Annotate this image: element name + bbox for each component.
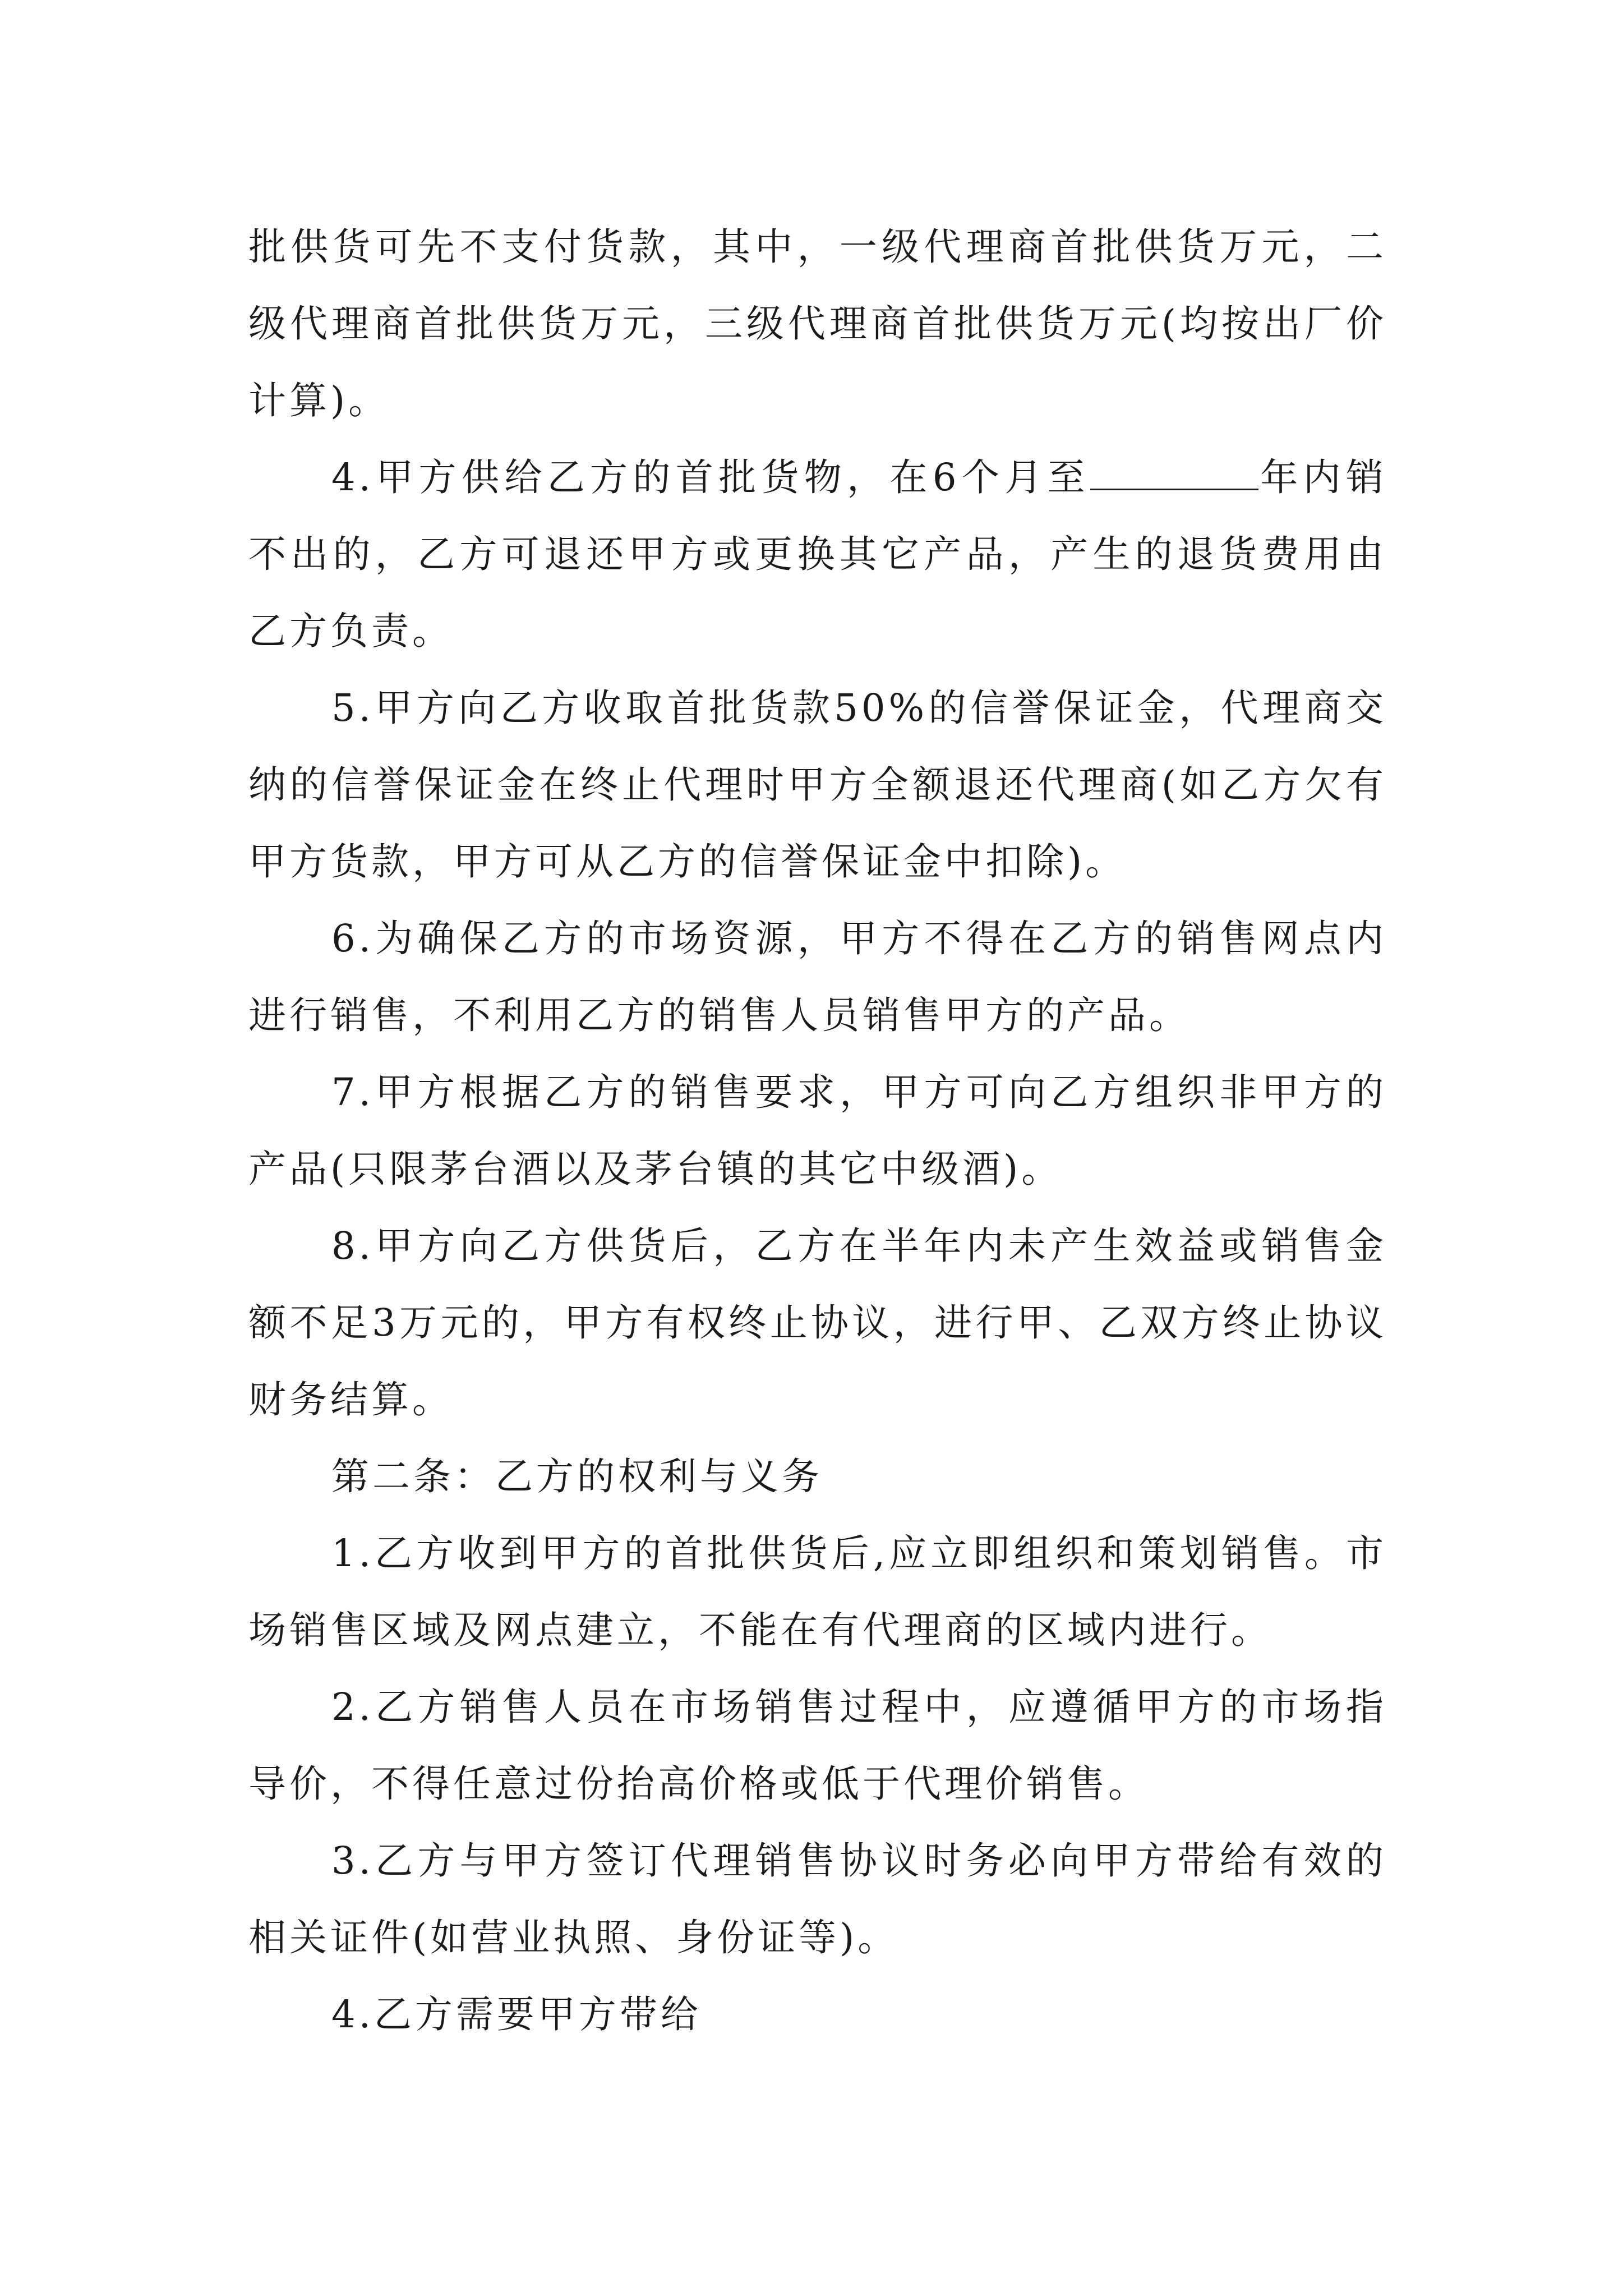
paragraph-b-item-2: 2.乙方销售人员在市场销售过程中，应遵循甲方的市场指导价，不得任意过份抬高价格或低于代理价销售。 [248, 1685, 1387, 1806]
paragraph-b-item-1: 1.乙方收到甲方的首批供货后,应立即组织和策划销售。市场销售区域及网点建立，不能在有代理商的区域内进行。 [248, 1531, 1387, 1652]
paragraph-item-4-after-blank: 年内销不出的，乙方可退还甲方或更换其它产品，产生的退货费用由乙方负责。 [248, 455, 1387, 653]
document-body [248, 209, 1387, 2053]
fill-in-blank [1090, 449, 1258, 490]
paragraph-b-item-4: 4.乙方需要甲方带给 [331, 1993, 702, 2036]
article-2-heading: 第二条：乙方的权利与义务 [331, 1455, 823, 1498]
paragraph-continued: 批供货可先不支付货款，其中，一级代理商首批供货万元，二级代理商首批供货万元，三级代理商首批供货万元(均按出厂价计算)。 [248, 225, 1387, 422]
paragraph-b-item-3: 3.乙方与甲方签订代理销售协议时务必向甲方带给有效的相关证件(如营业执照、身份证等)。 [248, 1839, 1387, 1959]
paragraph-item-7: 7.甲方根据乙方的销售要求，甲方可向乙方组织非甲方的产品(只限茅台酒以及茅台镇的其它中级酒)。 [248, 1070, 1387, 1191]
paragraph-item-4-before-blank: 4.甲方供给乙方的首批货物，在6个月至 [331, 455, 1090, 499]
paragraph-item-4 [248, 439, 1387, 670]
paragraph-item-8: 8.甲方向乙方供货后，乙方在半年内未产生效益或销售金额不足3万元的，甲方有权终止协议，进行甲、乙双方终止协议财务结算。 [248, 1224, 1387, 1421]
paragraph-item-6: 6.为确保乙方的市场资源，甲方不得在乙方的销售网点内进行销售，不利用乙方的销售人员销售甲方的产品。 [248, 917, 1387, 1037]
paragraph-item-5: 5.甲方向乙方收取首批货款50%的信誉保证金，代理商交纳的信誉保证金在终止代理时甲方全额退还代理商(如乙方欠有甲方货款，甲方可从乙方的信誉保证金中扣除)。 [248, 686, 1387, 884]
